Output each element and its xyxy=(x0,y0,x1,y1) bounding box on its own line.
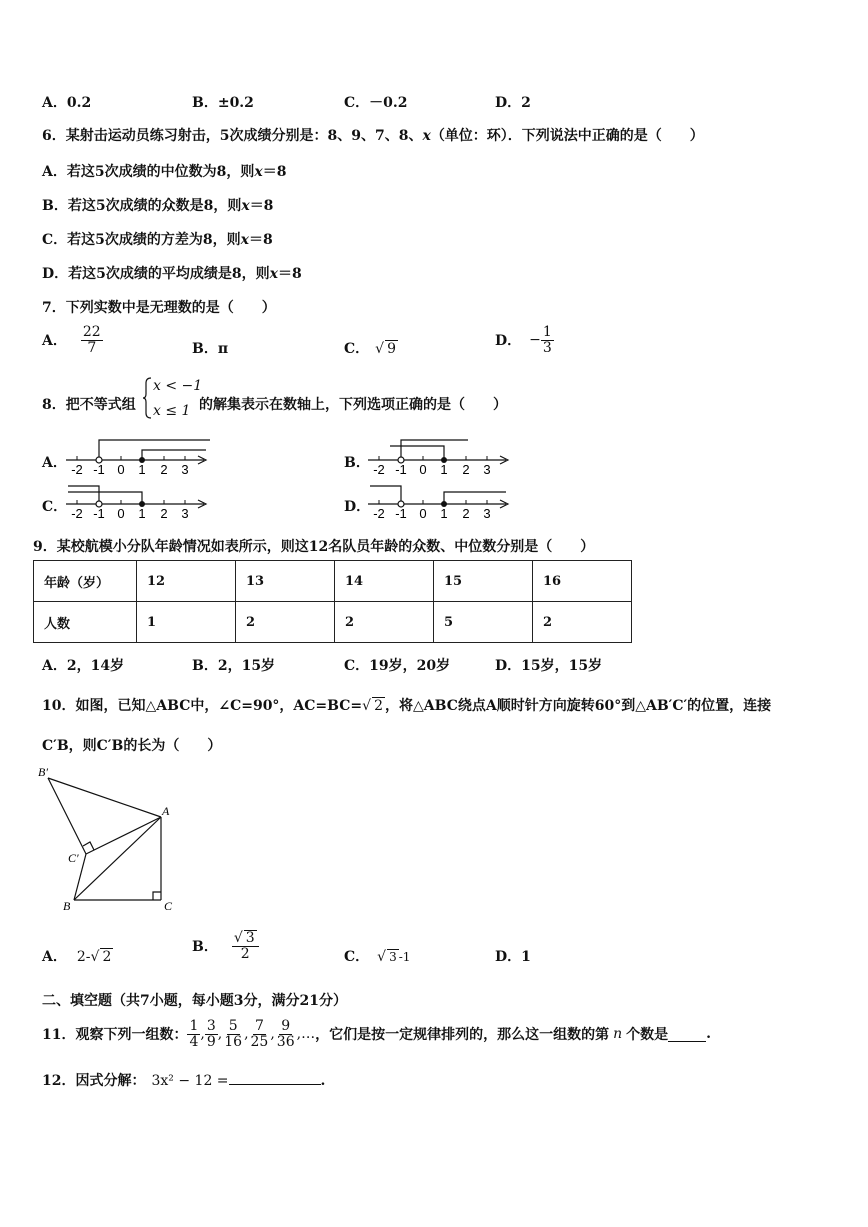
q8d-tick-n2: -2 xyxy=(373,506,385,520)
q8c-tick-0: 0 xyxy=(117,506,125,520)
q10-option-a-label: A． xyxy=(42,949,67,965)
q11-stem-mid: ，它们是按一定规律排列的，那么这一组数的第 xyxy=(315,1027,610,1043)
q12-stem xyxy=(42,1070,325,1090)
table-cell: 年龄（岁） xyxy=(34,561,137,602)
q12-expression: 3x² − 12 = xyxy=(151,1073,229,1089)
q6-option-b-var: x xyxy=(241,198,250,214)
q10-radicand: 2 xyxy=(374,698,383,714)
q8b-tick-2: 2 xyxy=(462,462,470,476)
q5-option-b: B．±0.2 xyxy=(192,95,254,111)
q10-option-a-pre: 2- xyxy=(76,949,91,965)
table-cell: 2 xyxy=(236,602,335,643)
q10-label-c: C xyxy=(164,899,173,913)
table-cell: 12 xyxy=(137,561,236,602)
q12-end: . xyxy=(320,1073,326,1089)
q5-option-a: A．0.2 xyxy=(42,95,92,111)
table-cell: 人数 xyxy=(34,602,137,643)
q8b-tick-1: 1 xyxy=(440,462,448,476)
q12-answer-blank[interactable] xyxy=(229,1070,321,1085)
q8-ineq-1: x < −1 xyxy=(153,378,203,394)
table-cell: 16 xyxy=(533,561,632,602)
q8c-tick-2: 2 xyxy=(160,506,168,520)
q8a-tick-0: 0 xyxy=(117,462,125,476)
q10-option-c: C． √ 3 -1 xyxy=(344,949,411,965)
q8-stem-post: 的解集表示在数轴上，下列选项正确的是（ ） xyxy=(199,397,507,413)
q10-option-c-radicand: 3 xyxy=(389,950,397,964)
q11-end: . xyxy=(706,1026,711,1042)
table-cell: 1 xyxy=(137,602,236,643)
q11-fraction-4 xyxy=(249,1019,271,1049)
q6-var: x xyxy=(422,128,431,144)
table-cell: 15 xyxy=(434,561,533,602)
q10-stem-line2: C′B，则C′B的长为（ ） xyxy=(42,738,222,754)
q6-stem-post: （单位：环）．下列说法中正确的是（ ） xyxy=(430,128,704,144)
q9-option-b: B．2，15岁 xyxy=(192,658,276,674)
q10-option-d: D．1 xyxy=(495,949,531,965)
q10-b-denominator: 2 xyxy=(240,945,250,962)
q11-f2-num: 3 xyxy=(206,1017,216,1034)
q9-option-d: D．15岁，15岁 xyxy=(495,658,603,674)
table-cell: 13 xyxy=(236,561,335,602)
q7-option-c: C． √ 9 xyxy=(344,341,396,357)
q8b-tick-0: 0 xyxy=(419,462,427,476)
q6-option-b-tail: ＝8 xyxy=(249,198,274,214)
q7-a-numerator: 22 xyxy=(82,324,101,340)
q11-fraction-5 xyxy=(275,1019,297,1049)
q7-option-d-label: D． xyxy=(495,333,522,350)
q10-b-radicand: 3 xyxy=(245,930,255,946)
q10-option-c-label: C． xyxy=(344,949,370,965)
q7-option-c-radicand: 9 xyxy=(387,341,396,357)
q6-stem xyxy=(42,125,704,145)
q7-option-a-label: A． xyxy=(42,333,67,350)
q11-f4-den: 25 xyxy=(250,1033,269,1050)
q11-f1-num: 1 xyxy=(189,1017,199,1034)
table-row xyxy=(34,561,632,602)
q10-option-c-tail: -1 xyxy=(398,950,411,964)
q8d-tick-1: 1 xyxy=(440,506,448,520)
q8d-tick-2: 2 xyxy=(462,506,470,520)
q7-d-numerator: 1 xyxy=(542,324,552,340)
q6-option-a xyxy=(42,161,286,181)
q6-option-d-tail: ＝8 xyxy=(277,266,302,282)
q6-option-c-text: C．若这5次成绩的方差为8，则 xyxy=(42,232,241,248)
q8-option-a-label: A． xyxy=(42,455,67,471)
q8-ineq-2: x ≤ 1 xyxy=(153,403,191,419)
q6-option-c-var: x xyxy=(240,232,249,248)
q11-var: n xyxy=(613,1026,623,1042)
q10-label-a: A xyxy=(162,804,170,818)
q10-stem-line1: 10．如图，已知△ABC中，∠C=90°，AC=BC=√ 2 ，将△ABC绕点A顺时针方向旋转60°到△AB′C′的位置，连接 xyxy=(42,698,772,714)
q6-option-c xyxy=(42,229,273,249)
q8b-tick-n1: -1 xyxy=(395,462,407,476)
q11-stem-post: 个数是 xyxy=(626,1027,669,1043)
q10-label-c-prime: C′ xyxy=(68,851,79,865)
q10-label-b-prime: B′ xyxy=(38,765,48,779)
q11-f1-den: 4 xyxy=(189,1033,199,1050)
q9-age-table xyxy=(33,560,632,643)
q8-number-line-a xyxy=(64,436,210,476)
q8d-tick-0: 0 xyxy=(419,506,427,520)
q8c-tick-n2: -2 xyxy=(71,506,83,520)
q6-option-d-text: D．若这5次成绩的平均成绩是8，则 xyxy=(42,266,270,282)
table-row xyxy=(34,602,632,643)
q11-fraction-2 xyxy=(205,1019,218,1049)
q8-number-line-c xyxy=(64,480,210,520)
q6-option-b-text: B．若这5次成绩的众数是8，则 xyxy=(42,198,242,214)
q7-option-b: B．π xyxy=(192,341,229,357)
q8d-tick-3: 3 xyxy=(483,506,491,520)
q10-label-b: B xyxy=(63,899,71,913)
q11-ellipsis: ,… xyxy=(296,1026,316,1042)
q8-stem-pre: 8．把不等式组 xyxy=(42,397,136,413)
q8b-tick-n2: -2 xyxy=(373,462,385,476)
q8a-tick-n1: -1 xyxy=(93,462,105,476)
q6-option-d-var: x xyxy=(269,266,278,282)
q11-f5-num: 9 xyxy=(281,1017,291,1034)
q10-option-b xyxy=(192,930,259,961)
q11-fraction-1 xyxy=(187,1019,200,1049)
q6-option-a-text: A．若这5次成绩的中位数为8，则 xyxy=(42,164,255,180)
q8a-tick-3: 3 xyxy=(181,462,189,476)
q8a-tick-1: 1 xyxy=(138,462,146,476)
q10-triangle-figure xyxy=(36,762,186,914)
q9-option-c: C．19岁，20岁 xyxy=(344,658,451,674)
q8a-tick-n2: -2 xyxy=(71,462,83,476)
q11-f3-den: 16 xyxy=(224,1033,243,1050)
q8c-tick-n1: -1 xyxy=(93,506,105,520)
q8b-tick-3: 3 xyxy=(483,462,491,476)
q8-option-c-label: C． xyxy=(42,499,68,515)
q11-f4-num: 7 xyxy=(254,1017,264,1034)
q10-stem-post: ，将△ABC绕点A顺时针方向旋转60°到△AB′C′的位置，连接 xyxy=(384,698,772,714)
q6-option-b xyxy=(42,195,273,215)
q6-option-a-tail: ＝8 xyxy=(262,164,287,180)
q8-number-line-d xyxy=(366,480,512,520)
q8c-tick-3: 3 xyxy=(181,506,189,520)
q12-stem-text: 12．因式分解： xyxy=(42,1073,146,1089)
q7-option-a-fraction xyxy=(81,325,103,355)
q11-f3-num: 5 xyxy=(228,1017,238,1034)
q8d-tick-n1: -1 xyxy=(395,506,407,520)
q11-f5-den: 36 xyxy=(276,1033,295,1050)
q6-option-c-tail: ＝8 xyxy=(248,232,273,248)
q8c-tick-1: 1 xyxy=(138,506,146,520)
q7-option-d-sign: − xyxy=(529,332,541,349)
q7-option-d-fraction xyxy=(541,325,554,355)
q8-option-d-label: D． xyxy=(344,499,371,515)
q7-option-d xyxy=(495,325,554,355)
q10-option-b-label: B． xyxy=(192,938,218,955)
q6-option-d xyxy=(42,263,302,283)
q7-d-denominator: 3 xyxy=(542,339,552,356)
q5-option-c: C．－0.2 xyxy=(344,95,408,111)
q11-f2-den: 9 xyxy=(206,1033,216,1050)
q9-option-a: A．2，14岁 xyxy=(42,658,125,674)
q8-option-b-label: B． xyxy=(344,455,370,471)
q7-stem: 7．下列实数中是无理数的是（ ） xyxy=(42,300,276,316)
q11-stem-pre: 11．观察下列一组数： xyxy=(42,1027,188,1043)
table-cell: 2 xyxy=(335,602,434,643)
q10-option-a: A． 2-√ 2 xyxy=(42,949,112,965)
table-cell: 2 xyxy=(533,602,632,643)
q10-option-a-radicand: 2 xyxy=(102,949,112,965)
q8-brace-icon xyxy=(142,377,152,419)
q7-option-c-label: C． xyxy=(344,341,370,357)
section-title: 二、填空题（共7小题，每小题3分，满分21分） xyxy=(42,993,347,1009)
table-cell: 14 xyxy=(335,561,434,602)
q6-option-a-var: x xyxy=(254,164,263,180)
q11-stem: 11．观察下列一组数： $\frac{1}{4}$ , $\frac{3}{9}$ , $\frac{5}{16}$ , $\frac{7}{25}$ , $\frac{9}{36}$ ,… ，它们是按一定规律排列的，那么这一组数的第 n 个数是 . xyxy=(42,1017,711,1050)
q8a-tick-2: 2 xyxy=(160,462,168,476)
q8-number-line-b xyxy=(366,436,512,476)
q11-fraction-3 xyxy=(222,1019,244,1049)
q10-stem-pre: 10．如图，已知△ABC中，∠C=90°，AC=BC= xyxy=(42,698,363,714)
q9-stem: 9．某校航模小分队年龄情况如表所示，则这12名队员年龄的众数、中位数分别是（ ） xyxy=(33,539,595,555)
q6-stem-pre: 6．某射击运动员练习射击，5次成绩分别是：8、9、7、8、 xyxy=(42,128,423,144)
q7-a-denominator: 7 xyxy=(87,339,97,356)
table-cell: 5 xyxy=(434,602,533,643)
q5-option-d: D．2 xyxy=(495,95,531,111)
q10-option-b-fraction: $\frac{√ 3}{2}$ xyxy=(232,930,259,961)
q7-option-a xyxy=(42,325,103,355)
q11-answer-blank[interactable] xyxy=(668,1027,706,1042)
